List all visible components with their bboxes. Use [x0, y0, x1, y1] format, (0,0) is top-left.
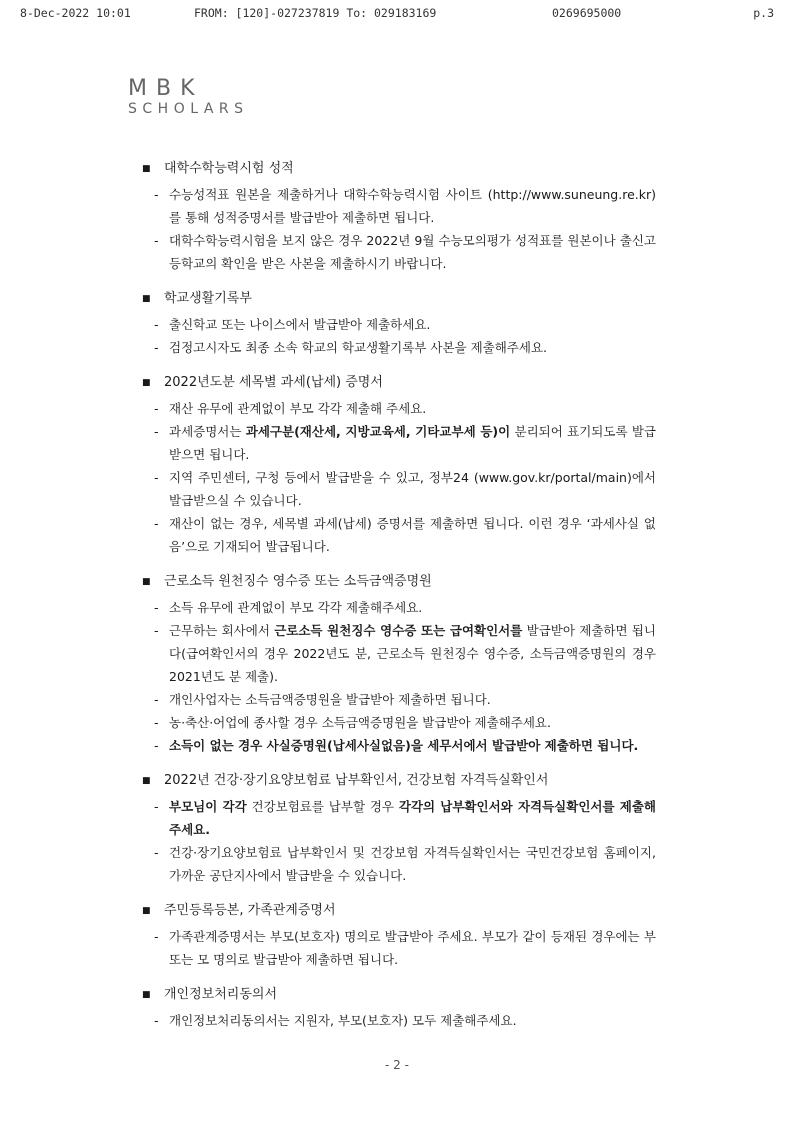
bold-text: 소득이 없는 경우 사실증명원(납세사실없음)을 세무서에서 발급받아 제출하면 됩니다. — [169, 738, 639, 753]
section-title-text: 개인정보처리동의서 — [164, 987, 278, 1002]
dash-bullet-icon: - — [154, 845, 159, 860]
item-text: 과세증명서는 — [169, 424, 246, 439]
item-text: 수능성적표 원본을 제출하거나 대학수학능력시험 사이트 (http://www.suneung.re.kr)를 통해 성적증명서를 발급받아 제출하면 됩니다. — [169, 187, 656, 225]
dash-bullet-icon: - — [154, 187, 159, 202]
list-item — [138, 795, 656, 841]
item-text: 건강보험료를 납부할 경우 — [246, 799, 399, 814]
section-title-text: 대학수학능력시험 성적 — [164, 161, 294, 176]
list-item — [138, 619, 656, 688]
section-title — [138, 373, 656, 393]
square-bullet-icon: ■ — [142, 577, 151, 587]
item-text: 지역 주민센터, 구청 등에서 발급받을 수 있고, 정부24 (www.gov.kr/portal/main)에서 발급받으실 수 있습니다. — [169, 470, 656, 508]
dash-bullet-icon: - — [154, 929, 159, 944]
list-item — [138, 512, 656, 558]
dash-bullet-icon: - — [154, 1013, 159, 1028]
item-text: 발급받아 제출하면 됩니다(급여확인서의 경우 2022년도 분, 근로소득 원천징수 영수증, 소득금액증명원의 경우 2021년도 분 제출). — [169, 623, 656, 684]
list-item — [138, 841, 656, 887]
fax-header — [20, 6, 774, 22]
logo — [128, 78, 249, 117]
list-item — [138, 229, 656, 275]
dash-bullet-icon: - — [154, 424, 159, 439]
section — [138, 159, 656, 275]
section — [138, 572, 656, 757]
item-text: 출신학교 또는 나이스에서 발급받아 제출하세요. — [169, 317, 431, 332]
section-title — [138, 901, 656, 921]
dash-bullet-icon: - — [154, 317, 159, 332]
list-item — [138, 925, 656, 971]
item-text: 근무하는 회사에서 — [169, 623, 275, 638]
document-body — [138, 159, 656, 1046]
section-title-text: 주민등록등본, 가족관계증명서 — [164, 903, 336, 918]
section — [138, 985, 656, 1032]
list-item — [138, 734, 656, 757]
fax-from-to: FROM: [120]-027237819 To: 029183169 — [194, 6, 437, 20]
list-item — [138, 420, 656, 466]
square-bullet-icon: ■ — [142, 990, 151, 1000]
item-text: 가족관계증명서는 부모(보호자) 명의로 발급받아 주세요. 부모가 같이 등재된 경우에는 부 또는 모 명의로 발급받아 제출하면 됩니다. — [169, 929, 656, 967]
dash-bullet-icon: - — [154, 692, 159, 707]
list-item — [138, 466, 656, 512]
dash-bullet-icon: - — [154, 516, 159, 531]
item-text: 재산이 없는 경우, 세목별 과세(납세) 증명서를 제출하면 됩니다. 이런 경우 ‘과세사실 없음’으로 기재되어 발급됩니다. — [169, 516, 656, 554]
bold-text: 각각의 납부확인서와 자격득실확인서를 제출해주세요. — [169, 799, 656, 837]
square-bullet-icon: ■ — [142, 776, 151, 786]
section-title-text: 근로소득 원천징수 영수증 또는 소득금액증명원 — [164, 574, 432, 589]
item-text: 농·축산·어업에 종사할 경우 소득금액증명원을 발급받아 제출해주세요. — [169, 715, 551, 730]
list-item — [138, 596, 656, 619]
fax-number: 0269695000 — [552, 6, 622, 20]
square-bullet-icon: ■ — [142, 906, 151, 916]
section-title — [138, 985, 656, 1005]
dash-bullet-icon: - — [154, 738, 159, 753]
section-title-text: 2022년 건강·장기요양보험료 납부확인서, 건강보험 자격득실확인서 — [164, 773, 549, 788]
square-bullet-icon: ■ — [142, 164, 151, 174]
list-item — [138, 313, 656, 336]
section — [138, 901, 656, 971]
bold-text: 과세구분(재산세, 지방교육세, 기타교부세 등)이 — [245, 424, 511, 439]
list-item — [138, 688, 656, 711]
list-item — [138, 183, 656, 229]
square-bullet-icon: ■ — [142, 294, 151, 304]
dash-bullet-icon: - — [154, 715, 159, 730]
item-text: 분리되어 표기되도록 발급받으면 됩니다. — [169, 424, 656, 462]
dash-bullet-icon: - — [154, 340, 159, 355]
item-text: 개인사업자는 소득금액증명원을 발급받아 제출하면 됩니다. — [169, 692, 491, 707]
section — [138, 289, 656, 359]
section-title — [138, 159, 656, 179]
bold-text: 부모님이 각각 — [169, 799, 247, 814]
dash-bullet-icon: - — [154, 623, 159, 638]
dash-bullet-icon: - — [154, 401, 159, 416]
dash-bullet-icon: - — [154, 233, 159, 248]
item-text: 검정고시자도 최종 소속 학교의 학교생활기록부 사본을 제출해주세요. — [169, 340, 547, 355]
section-title-text: 2022년도분 세목별 과세(납세) 증명서 — [164, 375, 383, 390]
item-text: 건강·장기요양보험료 납부확인서 및 건강보험 자격득실확인서는 국민건강보험 홈페이지, 가까운 공단지사에서 발급받을 수 있습니다. — [169, 845, 656, 883]
section-title — [138, 771, 656, 791]
section — [138, 373, 656, 558]
logo-line2: SCHOLARS — [128, 101, 249, 117]
square-bullet-icon: ■ — [142, 378, 151, 388]
section-title — [138, 289, 656, 309]
list-item — [138, 711, 656, 734]
section-title-text: 학교생활기록부 — [164, 291, 252, 306]
list-item — [138, 397, 656, 420]
item-text: 대학수학능력시험을 보지 않은 경우 2022년 9월 수능모의평가 성적표를 원본이나 출신고등학교의 확인을 받은 사본을 제출하시기 바랍니다. — [169, 233, 656, 271]
item-text: 재산 유무에 관계없이 부모 각각 제출해 주세요. — [169, 401, 427, 416]
fax-page: p.3 — [753, 6, 774, 20]
logo-line1: MBK — [128, 76, 204, 101]
page-number: - 2 - — [385, 1058, 409, 1072]
dash-bullet-icon: - — [154, 600, 159, 615]
section-title — [138, 572, 656, 592]
bold-text: 근로소득 원천징수 영수증 또는 급여확인서를 — [274, 623, 523, 638]
fax-date-time: 8-Dec-2022 10:01 — [20, 6, 131, 20]
section — [138, 771, 656, 887]
dash-bullet-icon: - — [154, 470, 159, 485]
list-item — [138, 1009, 656, 1032]
dash-bullet-icon: - — [154, 799, 159, 814]
list-item — [138, 336, 656, 359]
item-text: 소득 유무에 관계없이 부모 각각 제출해주세요. — [169, 600, 423, 615]
item-text: 개인정보처리동의서는 지원자, 부모(보호자) 모두 제출해주세요. — [169, 1013, 517, 1028]
